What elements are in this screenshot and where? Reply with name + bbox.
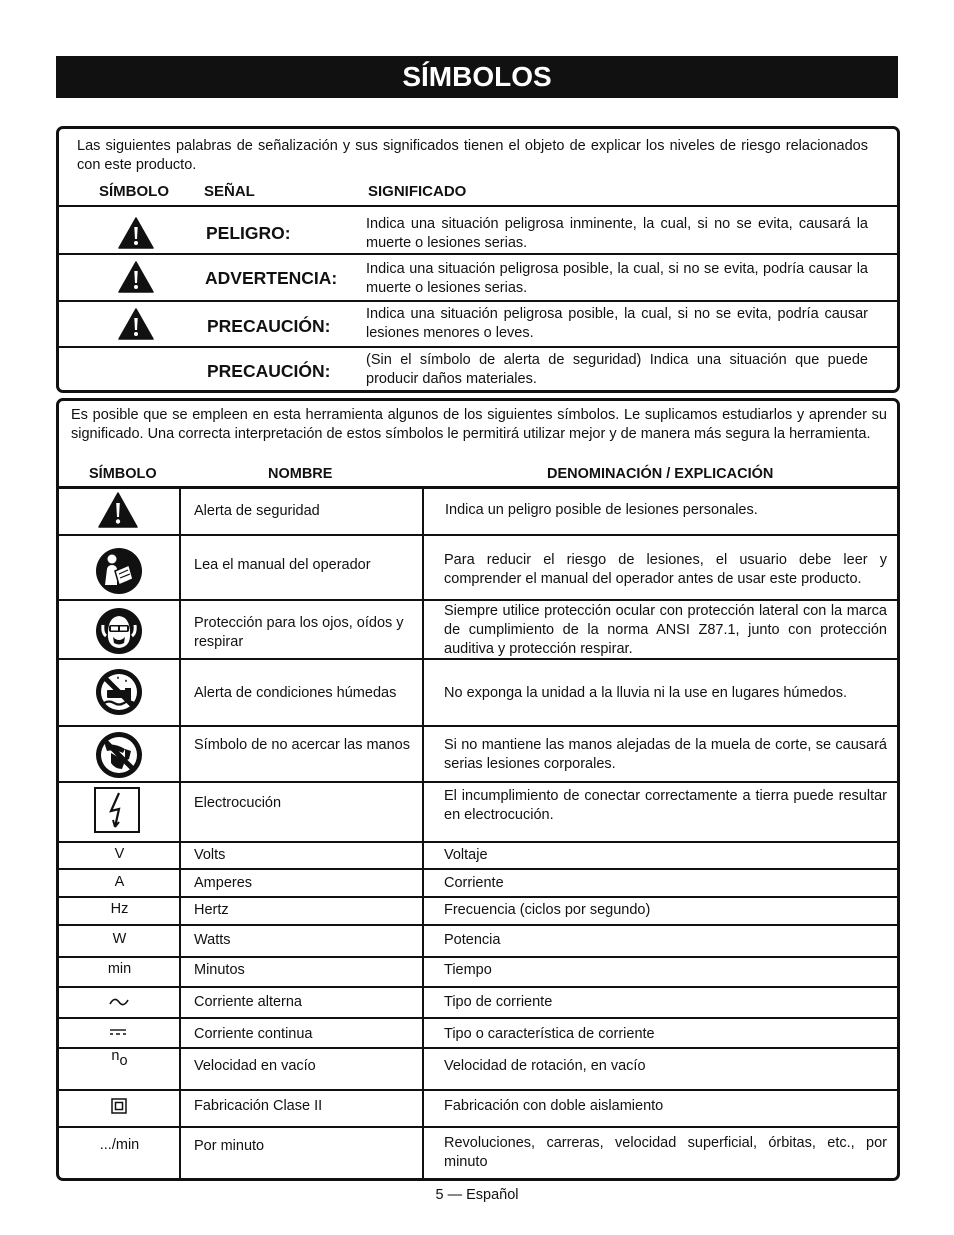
read-manual-icon xyxy=(95,547,143,595)
symbol-explanation: Tipo de corriente xyxy=(444,994,553,1010)
symbol-name: Fabricación Clase II xyxy=(194,1098,323,1114)
signal-word: PRECAUCIÓN: xyxy=(207,316,331,336)
symbol-name: Alerta de seguridad xyxy=(194,503,320,519)
symbol-explanation: Tiempo xyxy=(444,962,492,978)
divider xyxy=(59,346,897,348)
header-signal: SEÑAL xyxy=(204,183,255,200)
symbols-table xyxy=(56,398,900,1181)
symbol-text: Hz xyxy=(110,901,129,917)
symbol-text: V xyxy=(114,846,125,862)
symbol-name: Watts xyxy=(194,932,231,948)
symbol-explanation: Tipo o característica de corriente xyxy=(444,1026,655,1042)
symbol-name: Corriente continua xyxy=(194,1026,313,1042)
symbol-explanation: Frecuencia (ciclos por segundo) xyxy=(444,902,651,918)
signal-meaning: Indica una situación peligrosa inminente, la cual, si no se evita, causará la muerte o lesiones serias. xyxy=(366,216,868,251)
symbol-explanation: Voltaje xyxy=(444,847,488,863)
symbol-text xyxy=(59,1048,180,1069)
page-footer: 5 — Español xyxy=(435,1187,519,1203)
divider xyxy=(59,896,897,898)
symbol-explanation: Velocidad de rotación, en vacío xyxy=(444,1058,646,1074)
divider xyxy=(59,986,897,988)
divider xyxy=(59,1126,897,1128)
header-symbol: SÍMBOLO xyxy=(99,183,169,200)
eye-ear-protection-icon xyxy=(95,607,143,655)
header-meaning: SIGNIFICADO xyxy=(368,183,467,200)
divider xyxy=(59,534,897,536)
divider xyxy=(59,1089,897,1091)
divider xyxy=(59,725,897,727)
symbol-sub: o xyxy=(119,1053,128,1069)
divider xyxy=(59,205,897,207)
symbol-explanation: Corriente xyxy=(444,875,504,891)
symbol-main: n xyxy=(111,1048,120,1064)
header-name: NOMBRE xyxy=(268,466,333,482)
symbol-name: Hertz xyxy=(194,902,229,918)
divider xyxy=(59,781,897,783)
signal-meaning: (Sin el símbolo de alerta de seguridad) Indica una situación que puede producir daños materiales. xyxy=(366,352,868,387)
symbol-explanation: Indica un peligro posible de lesiones personales. xyxy=(445,502,758,518)
symbols-intro: Es posible que se empleen en esta herramienta algunos de los siguientes símbolos. Le suplicamos estudiarlos y aprender su significado. Una correcta interpretación de estos símbolos le permitirá utilizar mejor y de manera más segura la herramienta. xyxy=(71,407,887,442)
divider xyxy=(59,868,897,870)
divider xyxy=(59,253,897,255)
header-symbol: SÍMBOLO xyxy=(89,466,157,482)
divider xyxy=(59,956,897,958)
symbol-name: Volts xyxy=(194,847,226,863)
symbol-explanation: Para reducir el riesgo de lesiones, el usuario debe leer y comprender el manual del operador antes de usar este producto. xyxy=(444,552,887,587)
class-ii-construction-icon xyxy=(111,1098,127,1114)
signal-words-table xyxy=(56,126,900,393)
divider xyxy=(59,486,897,489)
divider xyxy=(59,1047,897,1049)
symbol-explanation: El incumplimiento de conectar correctamente a tierra puede resultar en electrocución. xyxy=(444,788,887,823)
divider xyxy=(59,924,897,926)
symbol-name: Por minuto xyxy=(194,1138,265,1154)
warning-triangle-icon xyxy=(118,308,154,340)
symbol-text: .../min xyxy=(99,1137,140,1153)
symbol-name: Lea el manual del operador xyxy=(194,557,371,573)
symbol-explanation: No exponga la unidad a la lluvia ni la use en lugares húmedos. xyxy=(444,685,848,701)
divider xyxy=(179,488,181,1178)
wet-conditions-icon xyxy=(95,668,143,716)
divider xyxy=(59,300,897,302)
electrocution-icon xyxy=(94,787,140,833)
alternating-current-icon xyxy=(108,995,130,1009)
symbol-name: Velocidad en vacío xyxy=(194,1058,316,1074)
divider xyxy=(59,841,897,843)
keep-hands-away-icon xyxy=(95,731,143,779)
warning-triangle-icon xyxy=(118,217,154,249)
warning-triangle-icon xyxy=(98,492,138,528)
symbol-explanation: Potencia xyxy=(444,932,501,948)
divider xyxy=(59,1017,897,1019)
symbol-name: Electrocución xyxy=(194,795,282,811)
signal-meaning: Indica una situación peligrosa posible, la cual, si no se evita, podría causar la muerte o lesiones serias. xyxy=(366,261,868,296)
symbol-text: A xyxy=(114,874,125,890)
symbol-name: Símbolo de no acercar las manos xyxy=(194,737,410,753)
warning-triangle-icon xyxy=(118,261,154,293)
direct-current-icon xyxy=(109,1028,127,1036)
signal-word: PELIGRO: xyxy=(206,223,291,243)
signal-word: ADVERTENCIA: xyxy=(205,268,338,288)
signal-word: PRECAUCIÓN: xyxy=(207,361,331,381)
divider xyxy=(59,599,897,601)
symbol-name: Amperes xyxy=(194,875,253,891)
signal-intro: Las siguientes palabras de señalización y sus significados tienen el objeto de explicar los niveles de riesgo relacionados con este producto. xyxy=(77,138,868,173)
symbol-explanation: Siempre utilice protección ocular con protección lateral con la marca de cumplimiento de la norma ANSI Z87.1, junto con protección auditiva y protección respirar. xyxy=(444,603,887,657)
symbol-name: Minutos xyxy=(194,962,245,978)
symbol-name: Alerta de condiciones húmedas xyxy=(194,685,397,701)
symbol-name: Corriente alterna xyxy=(194,994,302,1010)
signal-meaning: Indica una situación peligrosa posible, la cual, si no se evita, podría causar lesiones menores o leves. xyxy=(366,306,868,341)
header-explanation: DENOMINACIÓN / EXPLICACIÓN xyxy=(547,466,774,482)
symbol-explanation: Fabricación con doble aislamiento xyxy=(444,1098,664,1114)
symbol-text: min xyxy=(107,961,132,977)
page-title: SÍMBOLOS xyxy=(56,56,898,98)
symbol-explanation: Revoluciones, carreras, velocidad superficial, órbitas, etc., por minuto xyxy=(444,1135,887,1170)
symbol-explanation: Si no mantiene las manos alejadas de la muela de corte, se causará serias lesiones corporales. xyxy=(444,737,887,772)
symbol-text: W xyxy=(112,931,127,947)
symbol-name: Protección para los ojos, oídos y respirar xyxy=(194,615,404,650)
